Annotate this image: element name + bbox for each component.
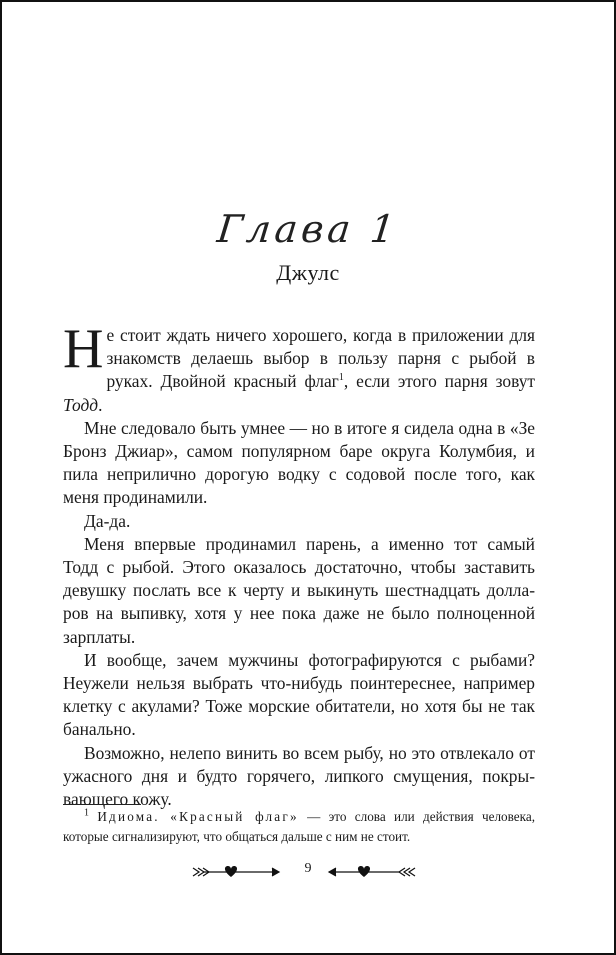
- paragraph-1-text-b: , если этого парня зовут: [343, 371, 535, 392]
- paragraph-4: Меня впервые продинамил парень, а именно тот самый Тодд с рыбой. Этого оказалось достаточно, чтобы заставить девушку послать все к черту и выкинуть шестнадцать долларов на выпивку, хотя у нее пока даже не было полноценной зарплаты.: [63, 533, 535, 647]
- paragraph-5: И вообще, зачем мужчины фотографируются с рыбами? Неужели нельзя выбрать что-нибудь поинтереснее, например клетку с акулами? Тоже морские обитатели, но хотя бы не так банально.: [63, 649, 535, 740]
- page-number: 9: [304, 861, 312, 876]
- paragraph-1-italic: Тодд: [63, 394, 99, 415]
- body-text: [63, 318, 535, 811]
- paragraph-1-text-a: е стоит ждать ничего хорошего, когда в приложении для знакомств делаешь выбор в пользу парня с рыбой в руках. Двойной красный флаг: [106, 325, 535, 392]
- footnote-marker: 1: [338, 372, 344, 384]
- drop-cap: Н: [63, 318, 104, 380]
- paragraph-6: Возможно, нелепо винить во всем рыбу, но это отвлекало от ужасного дня и будто горячего, липкого смущения, покрывающего кожу.: [63, 742, 535, 810]
- paragraph-2: Мне следовало быть умнее — но в итоге я сидела одна в «Зе Бронз Джиар», самом популярном баре округа Колумбия, и пила неприлично дорогую водку с содовой после того, как меня продинамили.: [63, 417, 535, 508]
- paragraph-1: [63, 318, 535, 417]
- chapter-title: Глава 1: [215, 207, 401, 251]
- paragraph-1-text-c: .: [98, 394, 103, 415]
- footnote-divider: [63, 804, 141, 805]
- footnote: [63, 807, 535, 847]
- chapter-subtitle: Джулс: [276, 260, 340, 285]
- footnote-text: — это слова или действия человека, которые сигнализируют, что общаться дальше с ним не стоит.: [63, 809, 535, 844]
- footnote-number: 1: [84, 807, 89, 819]
- paragraph-3: Да-да.: [84, 510, 131, 531]
- footnote-term: Идиома. «Красный флаг»: [97, 809, 299, 824]
